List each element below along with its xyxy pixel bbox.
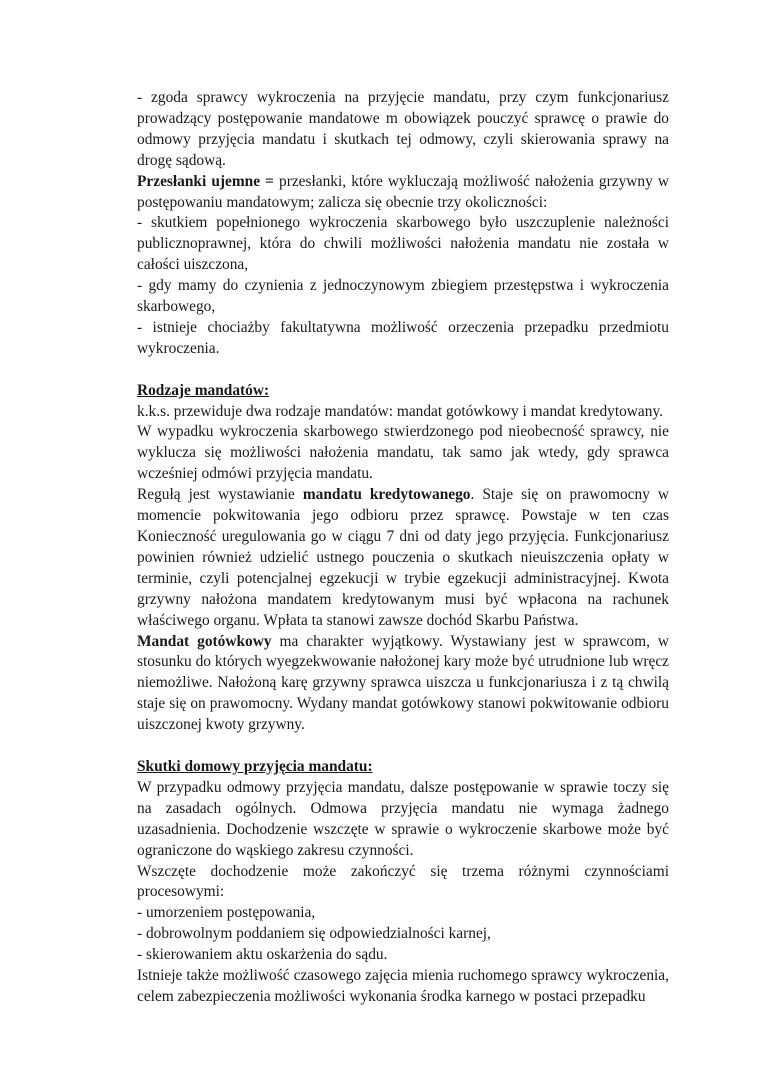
list-item: - gdy mamy do czynienia z jednoczynowym zbiegiem przestępstwa i wykroczenia skarbowego,	[137, 277, 669, 316]
term-bold: mandatu kredytowanego	[302, 486, 471, 504]
paragraph-text: przesłanki, które wykluczają możliwość nałożenia grzywny w postępowaniu mandatowym; zalicza się obecnie trzy okoliczności:	[137, 172, 669, 211]
list-item: - skierowaniem aktu oskarżenia do sądu.	[137, 946, 388, 964]
term-bold: Przesłanki ujemne =	[137, 172, 274, 190]
paragraph: k.k.s. przewiduje dwa rodzaje mandatów: mandat gotówkowy i mandat kredytowany.	[137, 402, 663, 420]
document-page	[137, 88, 669, 1008]
paragraph-credit-mandate	[137, 485, 669, 631]
list-item: - umorzeniem postępowania,	[137, 904, 316, 922]
list-item: - skutkiem popełnionego wykroczenia skarbowego było uszczuplenie należności publicznoprawnej, która do chwili możliwości nałożenia mandatu nie została w całości uiszczona,	[137, 214, 669, 274]
section-heading-mandate-types: Rodzaje mandatów:	[137, 381, 270, 399]
paragraph: Istnieje także możliwość czasowego zajęcia mienia ruchomego sprawcy wykroczenia, celem zabezpieczenia możliwości wykonania środka karnego w postaci przepadku	[137, 967, 669, 1005]
paragraph: W wypadku wykroczenia skarbowego stwierdzonego pod nieobecność sprawcy, nie wyklucza się możliwości nałożenia mandatu, tak samo jak wtedy, gdy sprawca wcześniej odmówi przyjęcia mandatu.	[137, 423, 669, 483]
list-item: - istnieje chociażby fakultatywna możliwość orzeczenia przepadku przedmiotu wykroczenia.	[137, 318, 669, 357]
spacer	[137, 360, 669, 381]
paragraph-text: Regułą jest wystawianie	[137, 486, 303, 504]
spacer	[137, 736, 669, 757]
paragraph: W przypadku odmowy przyjęcia mandatu, dalsze postępowanie w sprawie toczy się na zasadach ogólnych. Odmowa przyjęcia mandatu nie wymaga żadnego uzasadnienia. Dochodzenie wszczęte w sprawie o wykroczenie skarbowe może być ograniczone do wąskiego zakresu czynności.	[137, 778, 669, 859]
term-bold: Mandat gotówkowy	[137, 632, 272, 650]
paragraph-text: ma charakter wyjątkowy. Wystawiany jest w sprawcom, w stosunku do których wyegzekwowanie nałożonej kary może być utrudnione lub wręcz niemożliwe. Nałożoną karę grzywny sprawca uiszcza u funkcjonariusza i z tą chwilą staje się on prawomocny. Wydany mandat gotówkowy stanowi pokwitowanie odbioru uiszczonej kwoty grzywny.	[137, 632, 670, 734]
list-item: - dobrowolnym poddaniem się odpowiedzialności karnej,	[137, 925, 491, 943]
paragraph-cash-mandate	[137, 632, 669, 737]
paragraph-negative-premises	[137, 172, 669, 214]
section-heading-refusal-effects: Skutki domowy przyjęcia mandatu:	[137, 757, 373, 775]
paragraph: Wszczęte dochodzenie może zakończyć się trzema różnymi czynnościami procesowymi:	[137, 862, 669, 901]
paragraph: - zgoda sprawcy wykroczenia na przyjęcie mandatu, przy czym funkcjonariusz prowadzący postępowanie mandatowe m obowiązek pouczyć sprawcę o prawie do odmowy przyjęcia mandatu i skutkach tej odmowy, czyli skierowania sprawy na drogę sądową.	[137, 89, 669, 169]
paragraph-text: . Staje się on prawomocny w momencie pokwitowania jego odbioru przez sprawcę. Powstaje w ten czas Konieczność uregulowania go w ciągu 7 dni od daty jego przyjęcia. Funkcjonariusz powinien również udzielić ustnego pouczenia o skutkach nieuiszczenia opłaty w terminie, czyli potencjalnej egzekucji w trybie egzekucji administracyjnej. Kwota grzywny nałożona mandatem kredytowanym musi być wpłacona na rachunek właściwego organu. Wpłata ta stanowi zawsze dochód Skarbu Państwa.	[137, 486, 669, 629]
